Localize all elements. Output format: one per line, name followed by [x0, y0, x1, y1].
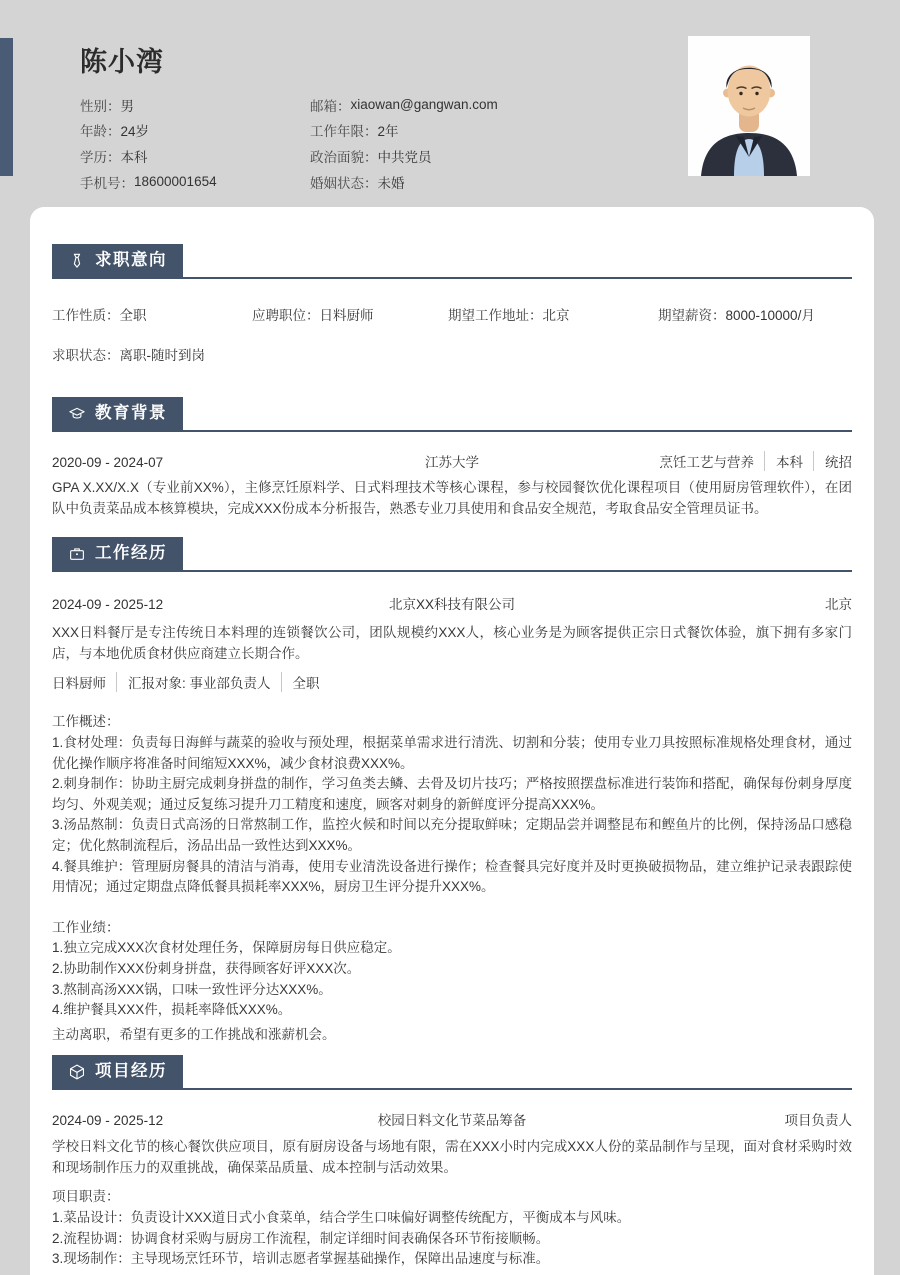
info-item-phone — [80, 169, 310, 195]
section-title: 项目经历 — [95, 1062, 167, 1081]
info-label: 学历： — [80, 149, 121, 165]
info-label: 邮箱： — [310, 98, 351, 114]
section-title-chip — [52, 397, 183, 430]
section-header — [52, 244, 852, 279]
work-period: 2024-09 - 2025-12 — [52, 597, 164, 613]
work-company: 北京XX科技有限公司 — [388, 597, 515, 613]
work-role-row — [52, 672, 320, 692]
section-header — [52, 537, 852, 572]
field-expected-salary — [658, 304, 852, 324]
work-employment-type: 全职 — [281, 672, 320, 692]
leave-reason: 主动离职，希望有更多的工作挑战和涨薪机会。 — [52, 1026, 336, 1042]
project-duty-item: 3.现场制作：主导现场烹饪环节，培训志愿者掌握基础操作，保障出品速度与标准。 — [52, 1251, 550, 1267]
education-degree: 本科 — [764, 451, 803, 471]
profile-photo — [688, 36, 810, 176]
field-expected-location — [448, 304, 658, 324]
info-item-political-status — [310, 143, 640, 169]
field-label: 工作性质： — [52, 308, 120, 323]
education-school: 江苏大学 — [425, 455, 479, 470]
info-item-work-years — [310, 118, 640, 144]
project-name: 校园日料文化节菜品筹备 — [377, 1113, 527, 1129]
work-position: 日料厨师 — [52, 676, 106, 692]
work-meta-row — [52, 593, 852, 613]
section-project-experience — [30, 1055, 874, 1270]
work-overview-label: 工作概述： — [52, 714, 120, 730]
section-title: 工作经历 — [95, 544, 167, 563]
candidate-name: 陈小湾 — [80, 47, 164, 77]
info-value: 男 — [120, 98, 134, 114]
education-major: 烹饪工艺与营养 — [659, 455, 754, 470]
info-value: xiaowan@gangwan.com — [350, 97, 498, 113]
work-overview-item: 1.食材处理：负责每日海鲜与蔬菜的验收与预处理，根据菜单需求进行清洗、切割和分装；使用专业刀具按照标准规格处理食材，通过优化操作顺序将准备时间缩短XXX%，减少食材浪费XXX%。 — [52, 734, 852, 771]
resume-header — [80, 40, 640, 194]
field-value: 日料厨师 — [319, 308, 374, 323]
field-work-nature — [52, 304, 252, 324]
info-value: 未婚 — [377, 175, 405, 191]
info-label: 工作年限： — [310, 124, 378, 140]
field-value: 8000-10000/月 — [725, 308, 815, 323]
info-label: 年龄： — [80, 124, 121, 140]
personal-info-grid — [80, 92, 640, 194]
education-period: 2020-09 - 2024-07 — [52, 455, 164, 470]
work-overview-item: 4.餐具维护：管理厨房餐具的清洁与消毒，使用专业清洗设备进行操作；检查餐具完好度并及时更换破损物品，建立维护记录表跟踪使用情况；通过定期盘点降低餐具损耗率XXX%，厨房卫生评分提升XXX%。 — [52, 858, 852, 895]
work-achievement-item: 2.协助制作XXX份刺身拼盘，获得顾客好评XXX次。 — [52, 960, 361, 976]
work-achievement-block — [52, 918, 852, 1021]
field-label: 求职状态： — [52, 348, 120, 363]
section-education — [30, 397, 874, 519]
info-item-gender — [80, 92, 310, 118]
work-overview-block — [52, 712, 852, 897]
field-label: 期望工作地址： — [448, 308, 543, 323]
project-meta-row — [52, 1109, 852, 1129]
field-value: 北京 — [542, 308, 570, 323]
section-title-chip — [52, 537, 183, 570]
info-value: 18600001654 — [134, 174, 217, 190]
info-label: 政治面貌： — [310, 149, 378, 165]
info-value: 本科 — [120, 149, 148, 165]
info-value: 24岁 — [120, 124, 150, 140]
left-accent-bar — [0, 38, 13, 176]
resume-card — [30, 207, 874, 1275]
info-item-education — [80, 143, 310, 169]
section-title-chip — [52, 1055, 183, 1088]
cube-icon — [68, 1063, 86, 1081]
education-description: GPA X.XX/X.X（专业前XX%），主修烹饪原料学、日式料理技术等核心课程，参与校园餐饮优化课程项目（使用厨房管理软件），在团队中负责菜品成本核算模块，完成XXX份成本分析报告，熟悉专业刀具使用和食品安全规范，考取食品安全管理员证书。 — [52, 480, 852, 516]
section-title: 教育背景 — [95, 404, 167, 422]
field-value: 全职 — [119, 308, 147, 323]
field-value: 离职-随时到岗 — [119, 348, 205, 363]
info-label: 性别： — [80, 98, 121, 114]
section-title: 求职意向 — [95, 251, 167, 269]
info-item-marital-status — [310, 169, 640, 195]
project-role: 项目负责人 — [785, 1109, 853, 1129]
field-target-position — [252, 304, 448, 324]
project-duty-label: 项目职责： — [52, 1189, 120, 1205]
project-description: 学校日料文化节的核心餐饮供应项目，原有厨房设备与场地有限，需在XXX小时内完成XXX人份的菜品制作与呈现，面对食材采购时效和现场制作压力的双重挑战，确保菜品质量、成本控制与活动效果。 — [52, 1139, 852, 1175]
info-item-email — [310, 92, 640, 118]
education-tags — [660, 451, 853, 471]
project-period: 2024-09 - 2025-12 — [52, 1113, 164, 1129]
info-label: 手机号： — [80, 175, 134, 191]
portrait-illustration — [688, 36, 810, 176]
work-achievement-item: 4.维护餐具XXX件，损耗率降低XXX%。 — [52, 1002, 292, 1018]
project-duty-item: 1.菜品设计：负责设计XXX道日式小食菜单，结合学生口味偏好调整传统配方，平衡成本与风味。 — [52, 1210, 631, 1226]
section-title-chip — [52, 244, 183, 277]
education-admission: 统招 — [813, 451, 852, 471]
briefcase-icon — [68, 545, 86, 563]
work-achievement-label: 工作业绩： — [52, 919, 120, 935]
graduation-cap-icon — [68, 405, 86, 423]
education-meta-row — [52, 451, 852, 468]
project-duty-item: 2.流程协调：协调食材采购与厨房工作流程，制定详细时间表确保各环节衔接顺畅。 — [52, 1230, 550, 1246]
info-value: 2年 — [377, 124, 399, 140]
section-header — [52, 397, 852, 432]
work-achievement-item: 1.独立完成XXX次食材处理任务，保障厨房每日供应稳定。 — [52, 940, 401, 956]
section-job-intention — [30, 244, 874, 364]
company-description: XXX日料餐厅是专注传统日本料理的连锁餐饮公司，团队规模约XXX人，核心业务是为顾客提供正宗日式餐饮体验，旗下拥有多家门店，与本地优质食材供应商建立长期合作。 — [52, 625, 852, 661]
work-overview-item: 2.刺身制作：协助主厨完成刺身拼盘的制作，学习鱼类去鳞、去骨及切片技巧；严格按照摆盘标准进行装饰和搭配，确保每份刺身厚度均匀、外观美观；通过反复练习提升刀工精度和速度，顾客对刺身的新鲜度评分提高XXX%。 — [52, 776, 852, 812]
field-job-status — [52, 344, 852, 364]
job-intention-row — [52, 304, 852, 324]
info-value: 中共党员 — [377, 149, 432, 165]
info-label: 婚姻状态： — [310, 175, 378, 191]
work-achievement-item: 3.熬制高汤XXX锅，口味一致性评分达XXX%。 — [52, 981, 332, 997]
work-report-line: 汇报对象: 事业部负责人 — [116, 672, 271, 692]
project-duty-block — [52, 1187, 852, 1269]
field-label: 期望薪资： — [658, 308, 726, 323]
work-location: 北京 — [825, 593, 852, 613]
section-work-experience — [30, 537, 874, 1045]
section-header — [52, 1055, 852, 1090]
tie-icon — [68, 252, 86, 270]
work-overview-item: 3.汤品熬制：负责日式高汤的日常熬制工作，监控火候和时间以充分提取鲜味；定期品尝并调整昆布和鲣鱼片的比例，保持汤品口感稳定；优化熬制流程后，汤品出品一致性达到XXX%。 — [52, 817, 852, 853]
info-item-age — [80, 118, 310, 144]
field-label: 应聘职位： — [252, 308, 320, 323]
